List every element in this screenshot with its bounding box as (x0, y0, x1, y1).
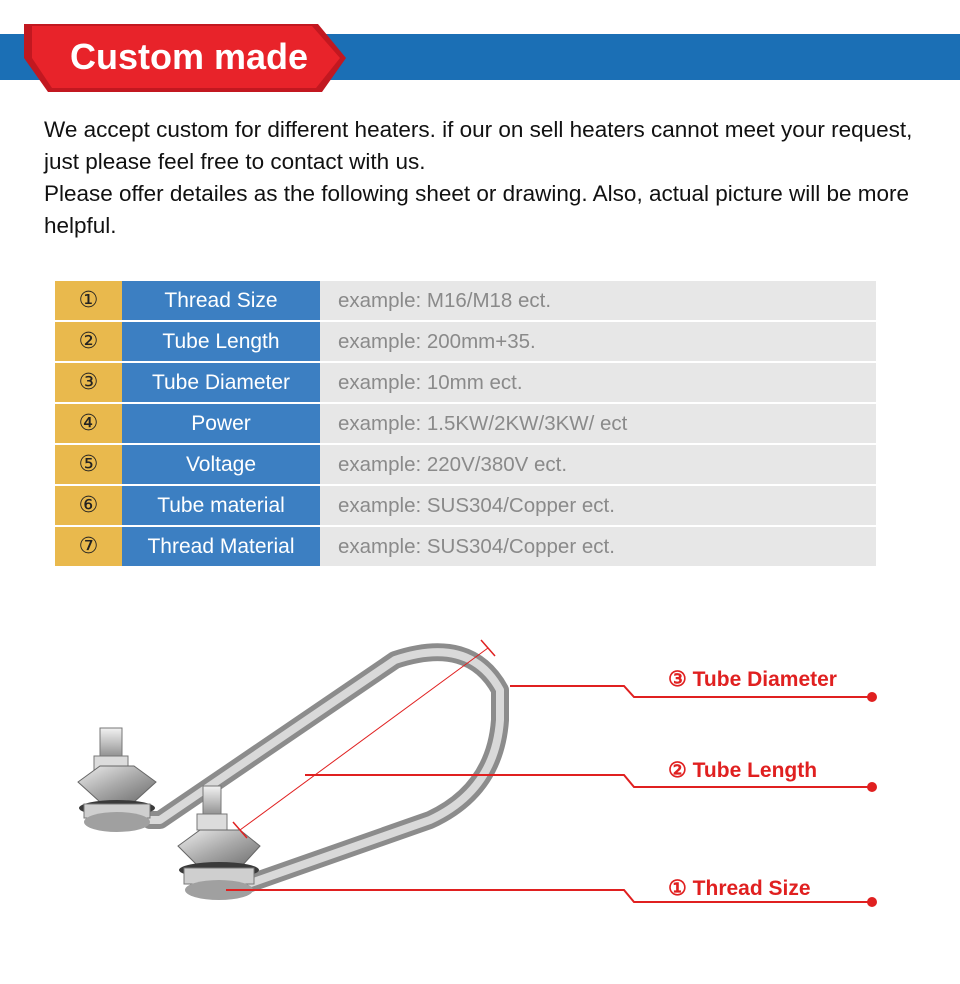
row-number: ① (55, 281, 122, 320)
row-number: ⑥ (55, 486, 122, 525)
row-example: example: 1.5KW/2KW/3KW/ ect (320, 404, 876, 443)
row-number: ② (55, 322, 122, 361)
row-number: ⑤ (55, 445, 122, 484)
row-name: Power (122, 404, 320, 443)
spec-table (55, 281, 876, 568)
row-example: example: 10mm ect. (320, 363, 876, 402)
table-row (55, 404, 876, 443)
row-number: ④ (55, 404, 122, 443)
row-name: Thread Material (122, 527, 320, 566)
heater-diagram (0, 600, 960, 984)
row-example: example: M16/M18 ect. (320, 281, 876, 320)
callout-tube-diameter: ③ Tube Diameter (668, 668, 837, 691)
length-leader-dot (867, 782, 877, 792)
row-number: ⑦ (55, 527, 122, 566)
diameter-leader-dot (867, 692, 877, 702)
row-name: Voltage (122, 445, 320, 484)
thread-leader-dot (867, 897, 877, 907)
table-row (55, 322, 876, 361)
callout-thread-size: ① Thread Size (668, 877, 811, 900)
table-row (55, 363, 876, 402)
row-name: Tube Length (122, 322, 320, 361)
row-name: Tube Diameter (122, 363, 320, 402)
row-number: ③ (55, 363, 122, 402)
table-row (55, 527, 876, 566)
page-title: Custom made (70, 36, 309, 77)
table-row (55, 486, 876, 525)
left-terminal (78, 728, 156, 832)
callout-tube-length: ② Tube Length (668, 759, 818, 782)
row-name: Tube material (122, 486, 320, 525)
row-example: example: SUS304/Copper ect. (320, 486, 876, 525)
row-name: Thread Size (122, 281, 320, 320)
heater-element-illustration (78, 640, 500, 900)
intro-paragraph-2: Please offer detailes as the following sheet or drawing. Also, actual picture will be more helpful. (44, 181, 910, 238)
row-example: example: 220V/380V ect. (320, 445, 876, 484)
intro-text (44, 114, 924, 242)
row-example: example: SUS304/Copper ect. (320, 527, 876, 566)
row-example: example: 200mm+35. (320, 322, 876, 361)
intro-paragraph-1: We accept custom for different heaters. if our on sell heaters cannot meet your request, just please feel free to contact with us. (44, 117, 913, 174)
table-row (55, 281, 876, 320)
table-row (55, 445, 876, 484)
